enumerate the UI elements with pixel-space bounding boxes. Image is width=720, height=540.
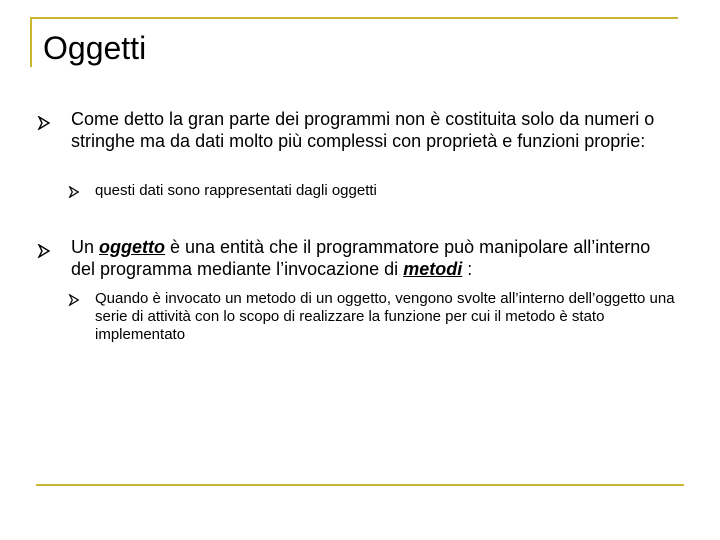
bullet-level2-1 [68,182,680,200]
arrowhead-bullet-icon [68,294,80,306]
bullet-level1-1 [37,108,657,152]
bullet-level1-2 [37,236,657,280]
bullet-text: Come detto la gran parte dei programmi non è costituita solo da numeri o stringhe ma da dati molto più complessi con proprietà e funzioni proprie: [71,109,655,151]
text-pre: Un [71,237,100,257]
slide-title: Oggetti [43,30,147,66]
frame-left-rule [30,17,32,67]
bullet-text [71,236,656,280]
arrowhead-bullet-icon [68,186,80,198]
bullet-text: questi dati sono rappresentati dagli oggetti [95,182,377,199]
frame-top-rule [30,17,678,19]
arrowhead-bullet-icon [37,244,51,258]
bullet-level2-2 [68,290,680,344]
term-oggetto: oggetto [99,237,165,257]
text-post: : [462,259,473,279]
text-mid: è una entità che il programmatore può manipolare all’interno del programma mediante l’invocazione di [71,237,651,279]
bullet-text: Quando è invocato un metodo di un oggetto, vengono svolte all’interno dell’oggetto una serie di attività con lo scopo di realizzare la funzione per cui il metodo è stato implementato [95,290,675,343]
frame-bottom-rule [36,484,684,486]
arrowhead-bullet-icon [37,116,51,130]
term-metodi: metodi [403,259,463,279]
